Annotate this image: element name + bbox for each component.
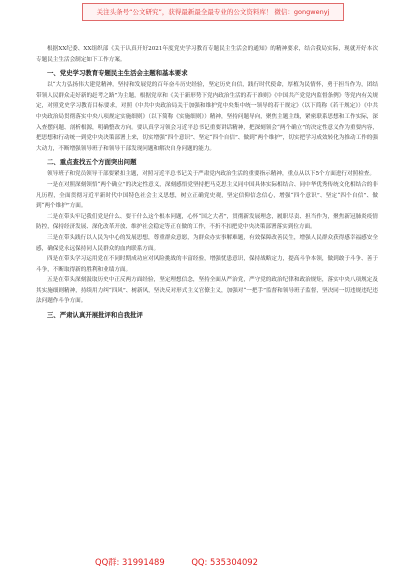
section-heading-1: 一、党史学习教育专题民主生活会主题和基本要求 bbox=[47, 69, 188, 78]
footer-contact bbox=[95, 556, 345, 570]
section2-intro: 领导班子和党员领导干部要紧扣主题，对照习近平总书记关于严肃党内政治生活的重要指示精神，重点从以下5个方面进行对照检查。 bbox=[47, 171, 375, 178]
item-paragraph: 三是在带头践行以人民为中心的发展思想，尊重群众意愿，为群众办实事解难题，有效保障改善民生，增强人民群众获得感幸福感安全感，确保党永远保持同人民群众的血肉联系方面。 bbox=[36, 234, 378, 252]
intro-paragraph: 根据XX纪委、XX组织部《关于认真开好2021年度党史学习教育专题民主生活会的通知》的精神要求，结合我局实际，现就开好本次专题民主生活会制定如下工作方案。 bbox=[36, 46, 378, 63]
section1-body: 以“大力弘扬伟大建党精神，坚持和发展党的百年奋斗历史经验，坚定历史自信，践行时代使命，厚植为民情怀，勇于担当作为，团结带领人民群众走好新的赶考之路”为主题，根据党章和《关于新形势下党内政治生活的若干准则》《中国共产党党内监督条例》等党内有关规定，对照党史学习教育目标要求，对照《中共中央政治局关于加强和维护党中央集中统一领导的若干规定》（以下简称《若干规定》）《中共中央政治局贯彻落实中央八项规定实施细则》（以下简称《实施细则》）精神，坚持问题导向，聚焦主题主线，紧密联系思想和工作实际，深入查摆问题、剖析根源，明确整改方向。要认真学习领会习近平总书记重要讲话精神，把深刻领会“两个确立”的决定性意义作为重要内容，把思想和行动统一到党中央决策部署上来，切实增强“四个意识”、坚定“四个自信”、做到“两个维护”，切实把学习成效转化为推动工作的强大动力，不断增强领导班子和领导干部发现问题和解决自身问题的能力。 bbox=[36, 82, 378, 152]
qq-group-text: QQ群: 31991489 bbox=[95, 557, 165, 567]
document-body bbox=[36, 44, 378, 322]
item-paragraph: 五是在带头深刻汲取历史中正反两方面经验，坚定理想信念，坚持全面从严治党，严守党的政治纪律和政治规矩，落实中央八项规定及其实施细则精神，持续用力纠“四风”、树新风，坚决反对形式主义官僚主义，加强对“一把手”监督和领导班子监督，坚决同一切违规违纪违法问题作斗争方面。 bbox=[36, 277, 378, 305]
section-heading-2: 二、重点查找五个方面突出问题 bbox=[47, 158, 137, 167]
qq-text: QQ: 535304092 bbox=[191, 557, 258, 567]
section-heading-3: 三、严肃认真开展批评和自我批评 bbox=[47, 311, 143, 320]
item-paragraph: 四是在带头学习运用党在不同时期成功应对风险挑战的丰富经验，增强忧患意识，保持战略定力，提高斗争本领，做到敢于斗争、善于斗争，不断取得新的胜利和业绩方面。 bbox=[36, 256, 378, 273]
top-banner: 关注头条号“公文研究”，获得最新最全最专业的公文资料库！ 微信：gongwenyj bbox=[82, 3, 344, 21]
item-paragraph: 二是在带头牢记我们党是什么、要干什么这个根本问题，心怀“国之大者”，贯彻新发展理念，履职尽责、担当作为，聚焦新冠肺炎疫情防控，保持经济发展、深化改革开放、维护社会稳定等正在做的工作，不折不扣把党中央决策部署落实到位方面。 bbox=[36, 213, 378, 231]
item-paragraph: 一是在对照深刻领悟“两个确立”的决定性意义，深刻感悟党坚持把马克思主义同中国具体实际相结合、同中华优秀传统文化相结合的非凡历程，全面贯彻习近平新时代中国特色社会主义思想，树立正确党史观，坚定信仰信念信心，增强“四个意识”、坚定“四个自信”、做到“两个维护”方面。 bbox=[36, 181, 378, 210]
